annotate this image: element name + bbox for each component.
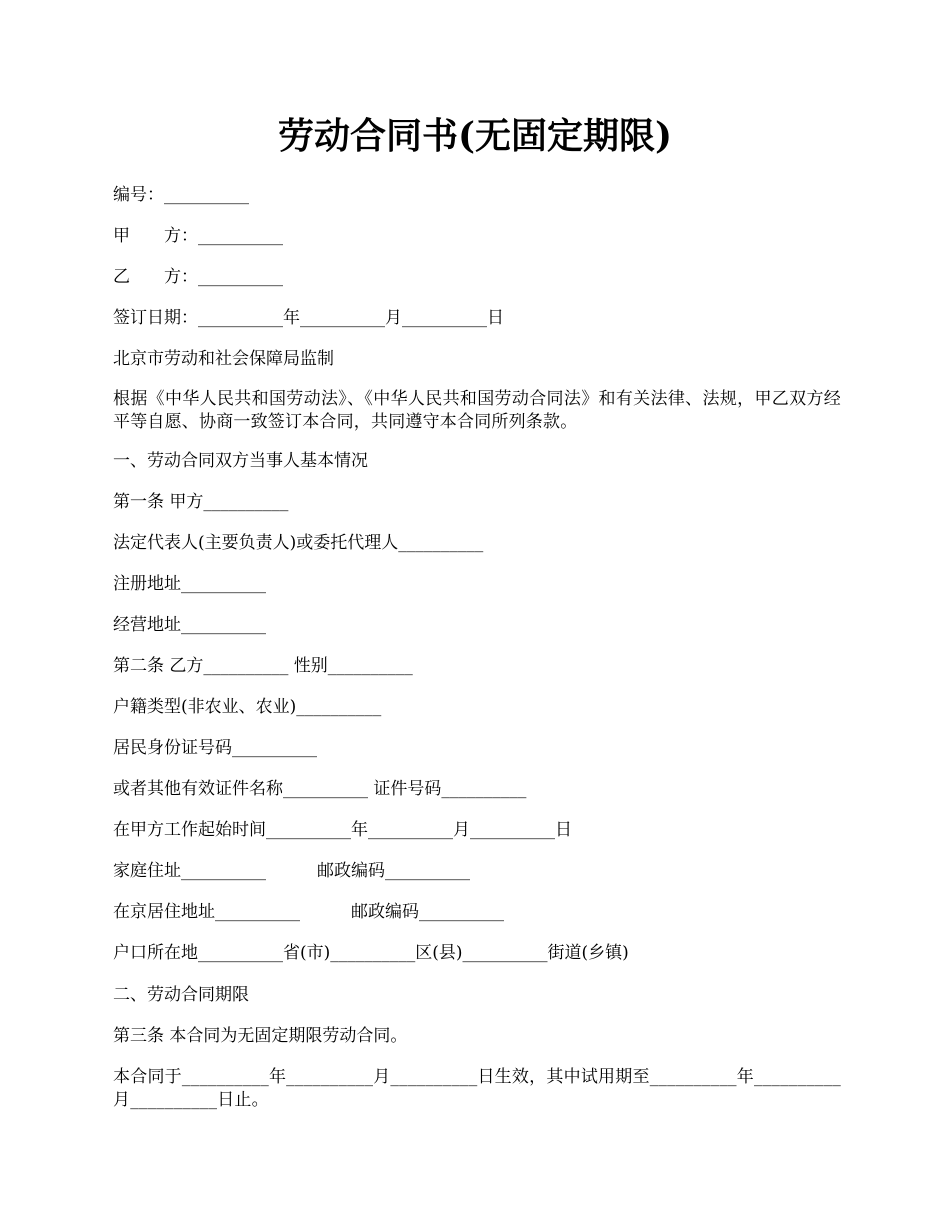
effective-date-paragraph: 本合同于__________年__________月__________日生效，其中试用期至__________年__________月__________日止。 — [113, 1067, 841, 1110]
preamble-paragraph: 根据《中华人民共和国劳动法》、《中华人民共和国劳动合同法》和有关法律、法规，甲乙双方经平等自愿、协商一致签订本合同，共同遵守本合同所列条款。 — [113, 389, 841, 432]
party-a-line: 甲 方：__________ — [113, 226, 283, 246]
hukou-location-line: 户口所在地__________省(市)__________区(县)__________街道(乡镇) — [113, 943, 629, 963]
article-3-line: 第三条 本合同为无固定期限劳动合同。 — [113, 1026, 408, 1046]
document-title: 劳动合同书(无固定期限) — [277, 115, 673, 157]
supervisor-line: 北京市劳动和社会保障局监制 — [113, 349, 334, 369]
signing-date-line: 签订日期：__________年__________月__________日 — [113, 308, 504, 328]
id-number-line: 居民身份证号码__________ — [113, 738, 317, 758]
beijing-address-line: 在京居住地址__________ 邮政编码__________ — [113, 902, 504, 922]
home-address-line: 家庭住址__________ 邮政编码__________ — [113, 861, 470, 881]
household-type-line: 户籍类型(非农业、农业)__________ — [113, 697, 382, 717]
other-certificate-line: 或者其他有效证件名称__________ 证件号码__________ — [113, 779, 527, 799]
business-address-line: 经营地址__________ — [113, 615, 266, 635]
registered-address-line: 注册地址__________ — [113, 574, 266, 594]
party-b-line: 乙 方：__________ — [113, 267, 283, 287]
article-1-line: 第一条 甲方__________ — [113, 492, 289, 512]
article-2-line: 第二条 乙方__________ 性别__________ — [113, 656, 413, 676]
start-date-line: 在甲方工作起始时间__________年__________月__________日 — [113, 820, 572, 840]
contract-number-line: 编号：__________ — [113, 185, 249, 205]
section-heading-1: 一、劳动合同双方当事人基本情况 — [113, 451, 368, 471]
section-heading-2: 二、劳动合同期限 — [113, 985, 249, 1005]
legal-representative-line: 法定代表人(主要负责人)或委托代理人__________ — [113, 533, 484, 553]
